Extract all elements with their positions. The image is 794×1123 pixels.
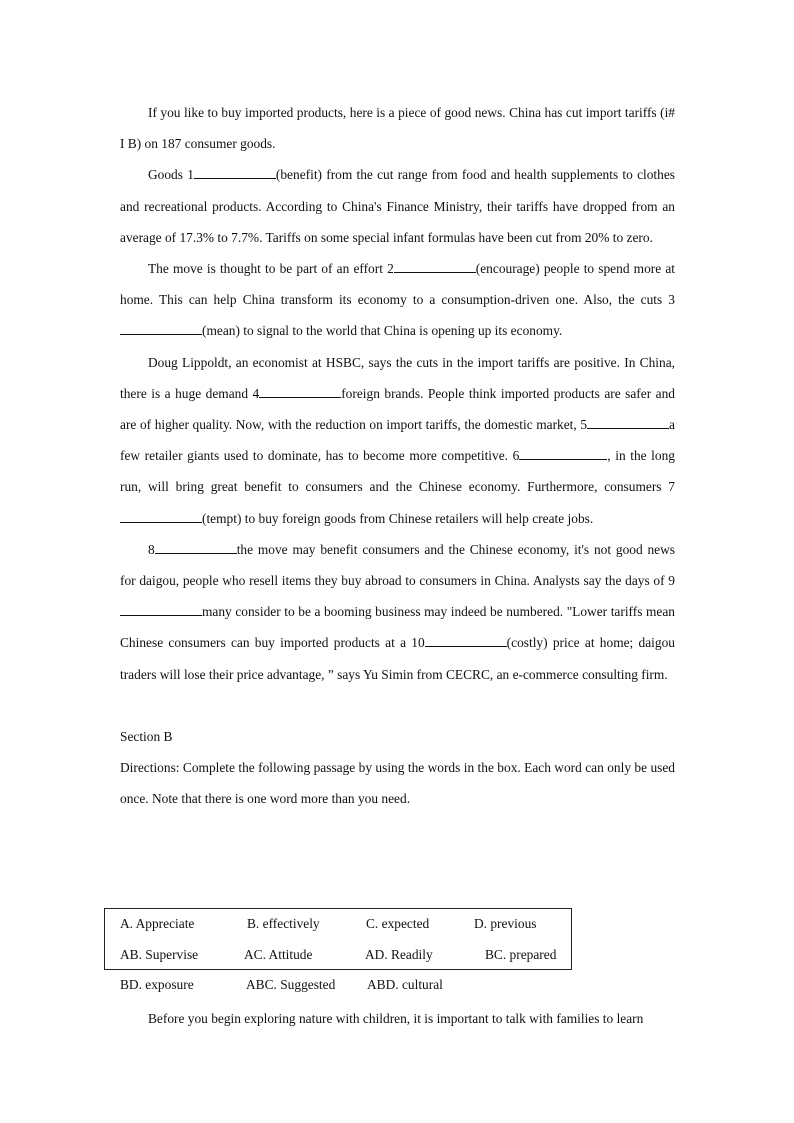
word-box	[104, 908, 572, 970]
text-segment: (benefit) from the cut range from food and health supplements to clothes and recreational products. According to China's Finance Ministry, their tariffs have dropped from an average of 17.3% to 7.7%. Tariffs on some special infant formulas have been cut from 20% to zero.	[120, 167, 675, 245]
answer-blank-9[interactable]	[120, 603, 202, 616]
text-segment: (mean) to signal to the world that China is opening up its economy.	[202, 323, 563, 339]
answer-blank-10[interactable]	[425, 634, 507, 647]
word-option: AC. Attitude	[244, 947, 313, 962]
word-option: AB. Supervise	[120, 947, 199, 962]
text-segment: Goods 1	[148, 167, 194, 183]
text-segment: the move may benefit consumers and the Chinese economy, it's not good news for daigou, people who resell items they buy abroad to consumers in China. Analysts say the days of 9	[120, 541, 675, 589]
text-segment: foreign brands. People think imported products are safer and are of higher quality. Now, with the reduction on import tariffs, the domestic market, 5	[120, 385, 675, 433]
passage-section-a	[120, 97, 675, 814]
answer-blank-7[interactable]	[120, 510, 202, 523]
section-b-directions: Directions: Complete the following passage by using the words in the box. Each word can only be used once. Note that there is one word more than you need.	[120, 760, 675, 807]
answer-blank-3[interactable]	[120, 322, 202, 335]
word-option: ABC. Suggested	[246, 977, 336, 992]
section-b-passage: Before you begin exploring nature with children, it is important to talk with families to learn	[148, 1011, 644, 1026]
text-segment: (tempt) to buy foreign goods from Chinese retailers will help create jobs.	[202, 510, 594, 526]
paragraph-1: If you like to buy imported products, here is a piece of good news. China has cut import tariffs (i# I B) on 187 consumer goods.	[120, 105, 675, 152]
section-b-title: Section B	[120, 728, 173, 744]
paragraph-2	[120, 159, 675, 253]
text-segment: , in the long run, will bring great benefit to consumers and the Chinese economy. Furthermore, consumers 7	[120, 448, 675, 495]
word-option: AD. Readily	[365, 947, 433, 962]
word-option: ABD. cultural	[367, 977, 443, 992]
text-segment: The move is thought to be part of an effort 2	[148, 261, 394, 277]
text-segment: 8	[148, 541, 155, 557]
paragraph-3	[120, 253, 675, 347]
text-segment: (costly) price at home; daigou traders will lose their price advantage, ” says Yu Simin from CECRC, an e-commerce consulting firm.	[120, 635, 675, 682]
answer-blank-4[interactable]	[259, 385, 341, 398]
text-segment: Doug Lippoldt, an economist at HSBC, says the cuts in the import tariffs are positive. In China, there is a huge demand 4	[120, 354, 675, 401]
answer-blank-2[interactable]	[394, 260, 476, 273]
word-option: BD. exposure	[120, 977, 194, 992]
word-option: B. effectively	[247, 916, 320, 931]
paragraph-4	[120, 347, 675, 534]
text-segment: (encourage) people to spend more at home. This can help China transform its economy to a consumption-driven one. Also, the cuts 3	[120, 261, 675, 308]
word-option: BC. prepared	[485, 947, 557, 962]
text-segment: a few retailer giants used to dominate, has to become more competitive. 6	[120, 417, 675, 464]
word-option: D. previous	[474, 916, 537, 931]
answer-blank-8[interactable]	[155, 541, 237, 554]
text-segment: many consider to be a booming business may indeed be numbered. "Lower tariffs mean Chinese consumers can buy imported products at a 10	[120, 604, 675, 651]
answer-blank-5[interactable]	[587, 416, 669, 429]
answer-blank-1[interactable]	[194, 166, 276, 179]
answer-blank-6[interactable]	[519, 447, 607, 460]
word-option: C. expected	[366, 916, 430, 931]
word-option: A. Appreciate	[120, 916, 195, 931]
paragraph-5	[120, 534, 675, 690]
